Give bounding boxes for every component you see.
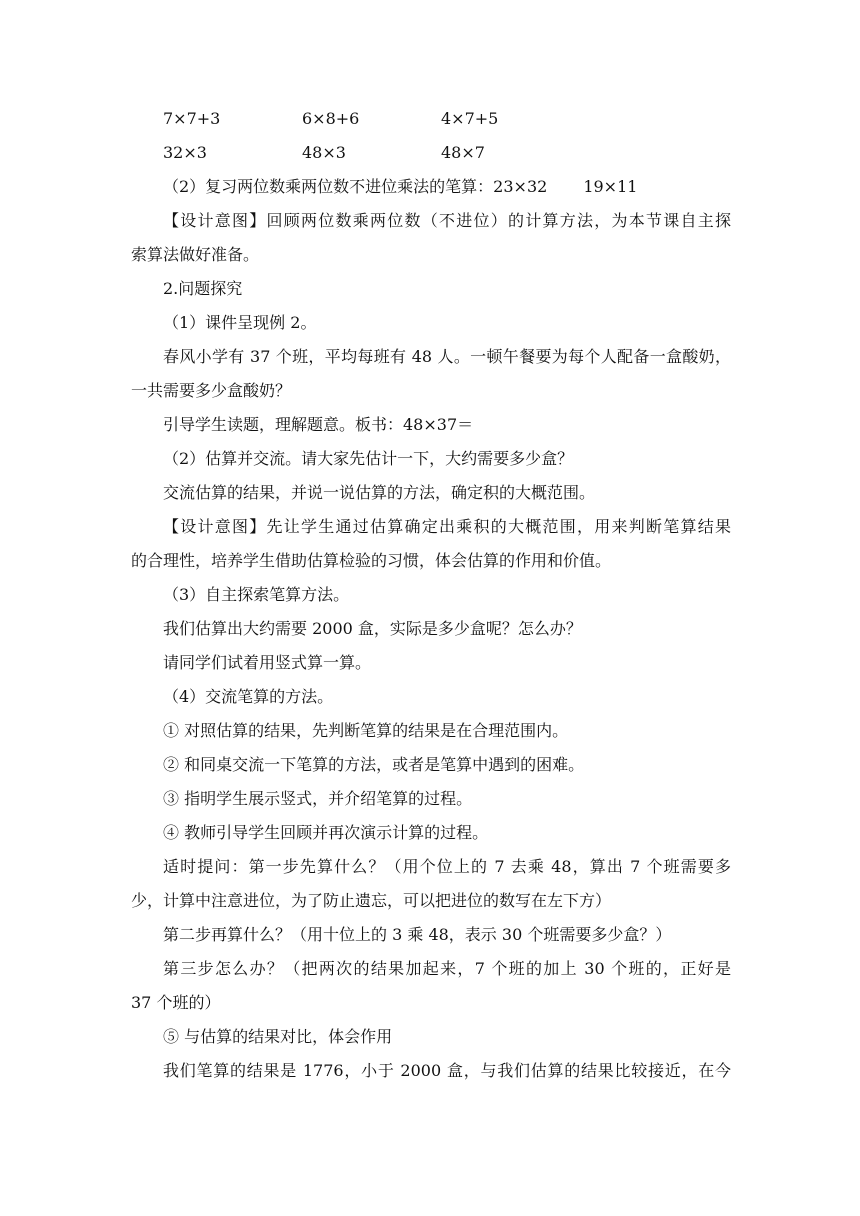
oral-calc-item: 4×7+5 <box>441 109 499 128</box>
oral-calc-item: 32×3 <box>163 143 207 162</box>
question-3-line-1: 第三步怎么办？（把两次的结果加起来，7 个班的加上 30 个班的，正好是 <box>163 959 731 978</box>
oral-calc-item: 48×3 <box>302 143 346 162</box>
oral-calc-row-1 <box>131 102 731 136</box>
oral-calc-row-2 <box>131 136 731 170</box>
circled-item-1: ① 对照估算的结果，先判断笔算的结果是在合理范围内。 <box>163 721 569 740</box>
problem-line-1: 春风小学有 37 个班，平均每班有 48 人。一顿午餐要为每个人配备一盒酸奶， <box>163 347 731 366</box>
step-3-instruction: 请同学们试着用竖式算一算。 <box>163 653 372 672</box>
document-body <box>131 102 731 1088</box>
guide-line: 引导学生读题，理解题意。板书：48×37＝ <box>163 415 474 434</box>
design-intent-2-line-1: 【设计意图】先让学生通过估算确定出乘积的大概范围，用来判断笔算结果 <box>163 517 731 536</box>
circled-item-3: ③ 指明学生展示竖式，并介绍笔算的过程。 <box>163 789 473 808</box>
step-3-question: 我们估算出大约需要 2000 盒，实际是多少盒呢？怎么办？ <box>163 619 582 638</box>
step-2: （2）估算并交流。请大家先估计一下，大约需要多少盒？ <box>163 449 574 468</box>
question-2: 第二步再算什么？（用十位上的 3 乘 48，表示 30 个班需要多少盒？） <box>163 925 672 944</box>
step-3: （3）自主探索笔算方法。 <box>163 585 350 604</box>
step-1: （1）课件呈现例 2。 <box>163 313 317 332</box>
question-1-line-1: 适时提问：第一步先算什么？（用个位上的 7 去乘 48，算出 7 个班需要多 <box>163 857 731 876</box>
design-intent-1-line-1: 【设计意图】回顾两位数乘两位数（不进位）的计算方法，为本节课自主探 <box>163 211 731 230</box>
oral-calc-item: 6×8+6 <box>302 109 360 128</box>
step-2-detail: 交流估算的结果，并说一说估算的方法，确定积的大概范围。 <box>163 483 596 502</box>
review-paragraph <box>131 170 731 204</box>
review-text: （2）复习两位数乘两位数不进位乘法的笔算：23×32 <box>163 177 548 196</box>
problem-line-2: 一共需要多少盒酸奶？ <box>131 381 292 400</box>
review-extra: 19×11 <box>583 177 638 196</box>
design-intent-1-line-2: 索算法做好准备。 <box>131 245 260 264</box>
step-4: （4）交流笔算的方法。 <box>163 687 334 706</box>
question-1-line-2: 少，计算中注意进位，为了防止遗忘，可以把进位的数写在左下方） <box>131 891 612 910</box>
oral-calc-item: 7×7+3 <box>163 109 221 128</box>
circled-item-5: ⑤ 与估算的结果对比，体会作用 <box>163 1027 393 1046</box>
question-3-line-2: 37 个班的） <box>131 993 221 1012</box>
circled-item-2: ② 和同桌交流一下笔算的方法，或者是笔算中遇到的困难。 <box>163 755 585 774</box>
circled-item-4: ④ 教师引导学生回顾并再次演示计算的过程。 <box>163 823 489 842</box>
final-paragraph: 我们笔算的结果是 1776，小于 2000 盒，与我们估算的结果比较接近，在今 <box>163 1061 731 1080</box>
design-intent-2-line-2: 的合理性，培养学生借助估算检验的习惯，体会估算的作用和价值。 <box>131 551 612 570</box>
oral-calc-item: 48×7 <box>441 143 485 162</box>
section-heading: 2.问题探究 <box>163 279 243 298</box>
